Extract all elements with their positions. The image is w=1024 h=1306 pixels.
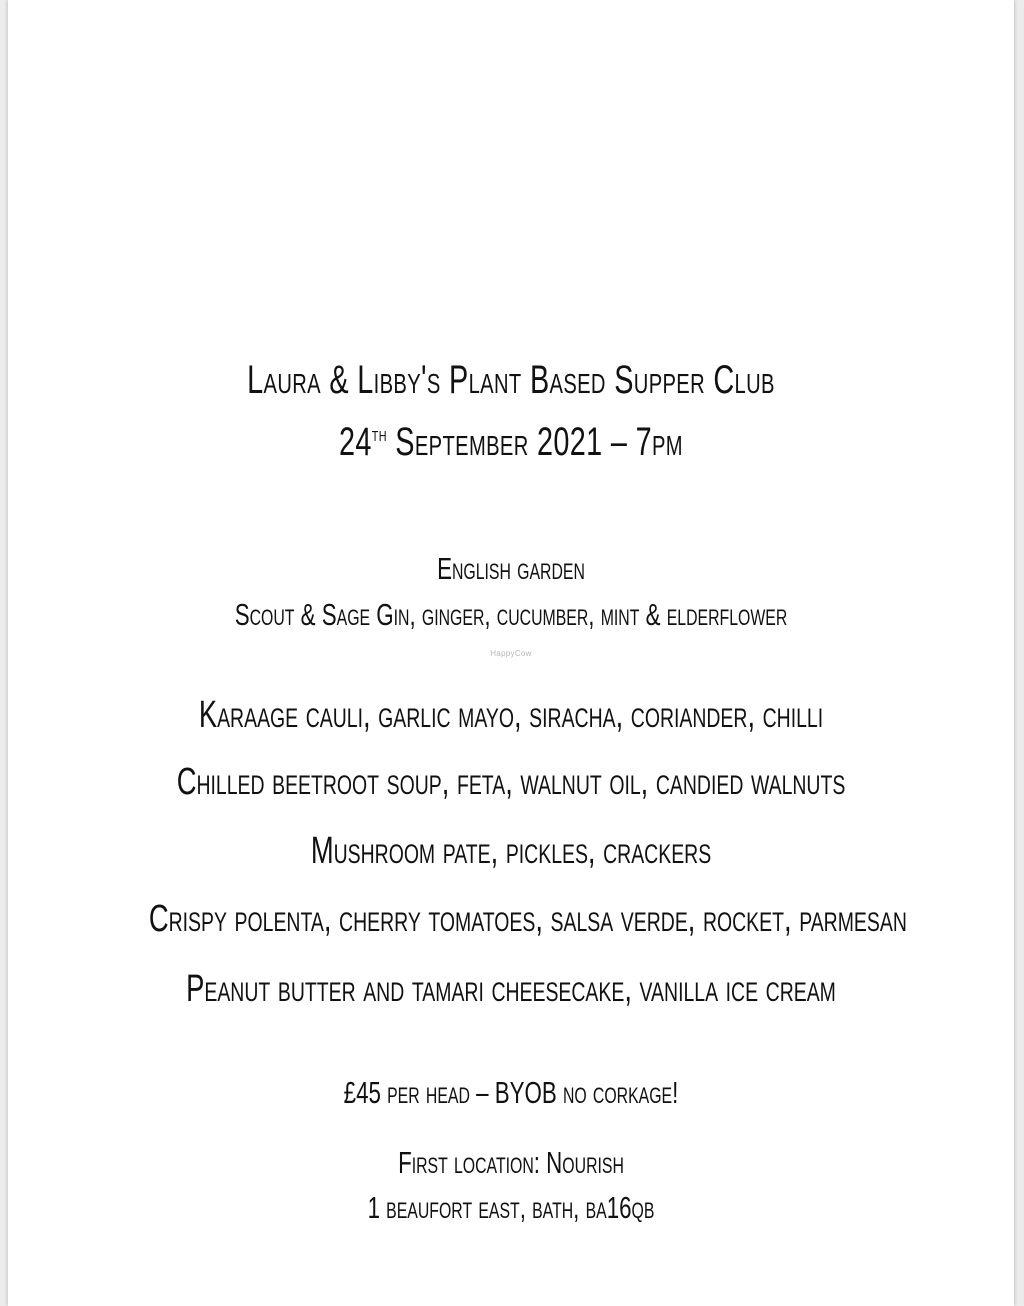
- menu-item-3: Mushroom pate, pickles, crackers: [310, 830, 712, 872]
- menu-item-5: Peanut butter and tamari cheesecake, vanilla ice cream: [186, 968, 836, 1010]
- date-rest: September 2021 – 7pm: [386, 420, 683, 464]
- date-day: 24: [339, 420, 372, 464]
- event-date: [149, 420, 873, 465]
- location-address: 1 beaufort east, bath, ba16qb: [367, 1190, 655, 1225]
- menu-item-1: Karaage cauli, garlic mayo, siracha, coriander, chilli: [198, 694, 824, 736]
- menu-item-4: Crispy polenta, cherry tomatoes, salsa verde, rocket, parmesan: [148, 898, 907, 940]
- drink-description: Scout & Sage Gin, ginger, cucumber, mint & elderflower: [234, 597, 788, 632]
- location-name: First location: Nourish: [398, 1145, 624, 1180]
- menu-item-2: Chilled beetroot soup, feta, walnut oil, candied walnuts: [176, 761, 846, 803]
- price-info: £45 per head – BYOB no corkage!: [343, 1075, 679, 1110]
- happycow-watermark: HappyCow: [490, 649, 532, 658]
- menu-page: [8, 0, 1014, 1306]
- drink-name: English garden: [437, 551, 585, 586]
- date-suffix: th: [371, 421, 387, 446]
- event-title: Laura & Libby's Plant Based Supper Club: [247, 358, 775, 402]
